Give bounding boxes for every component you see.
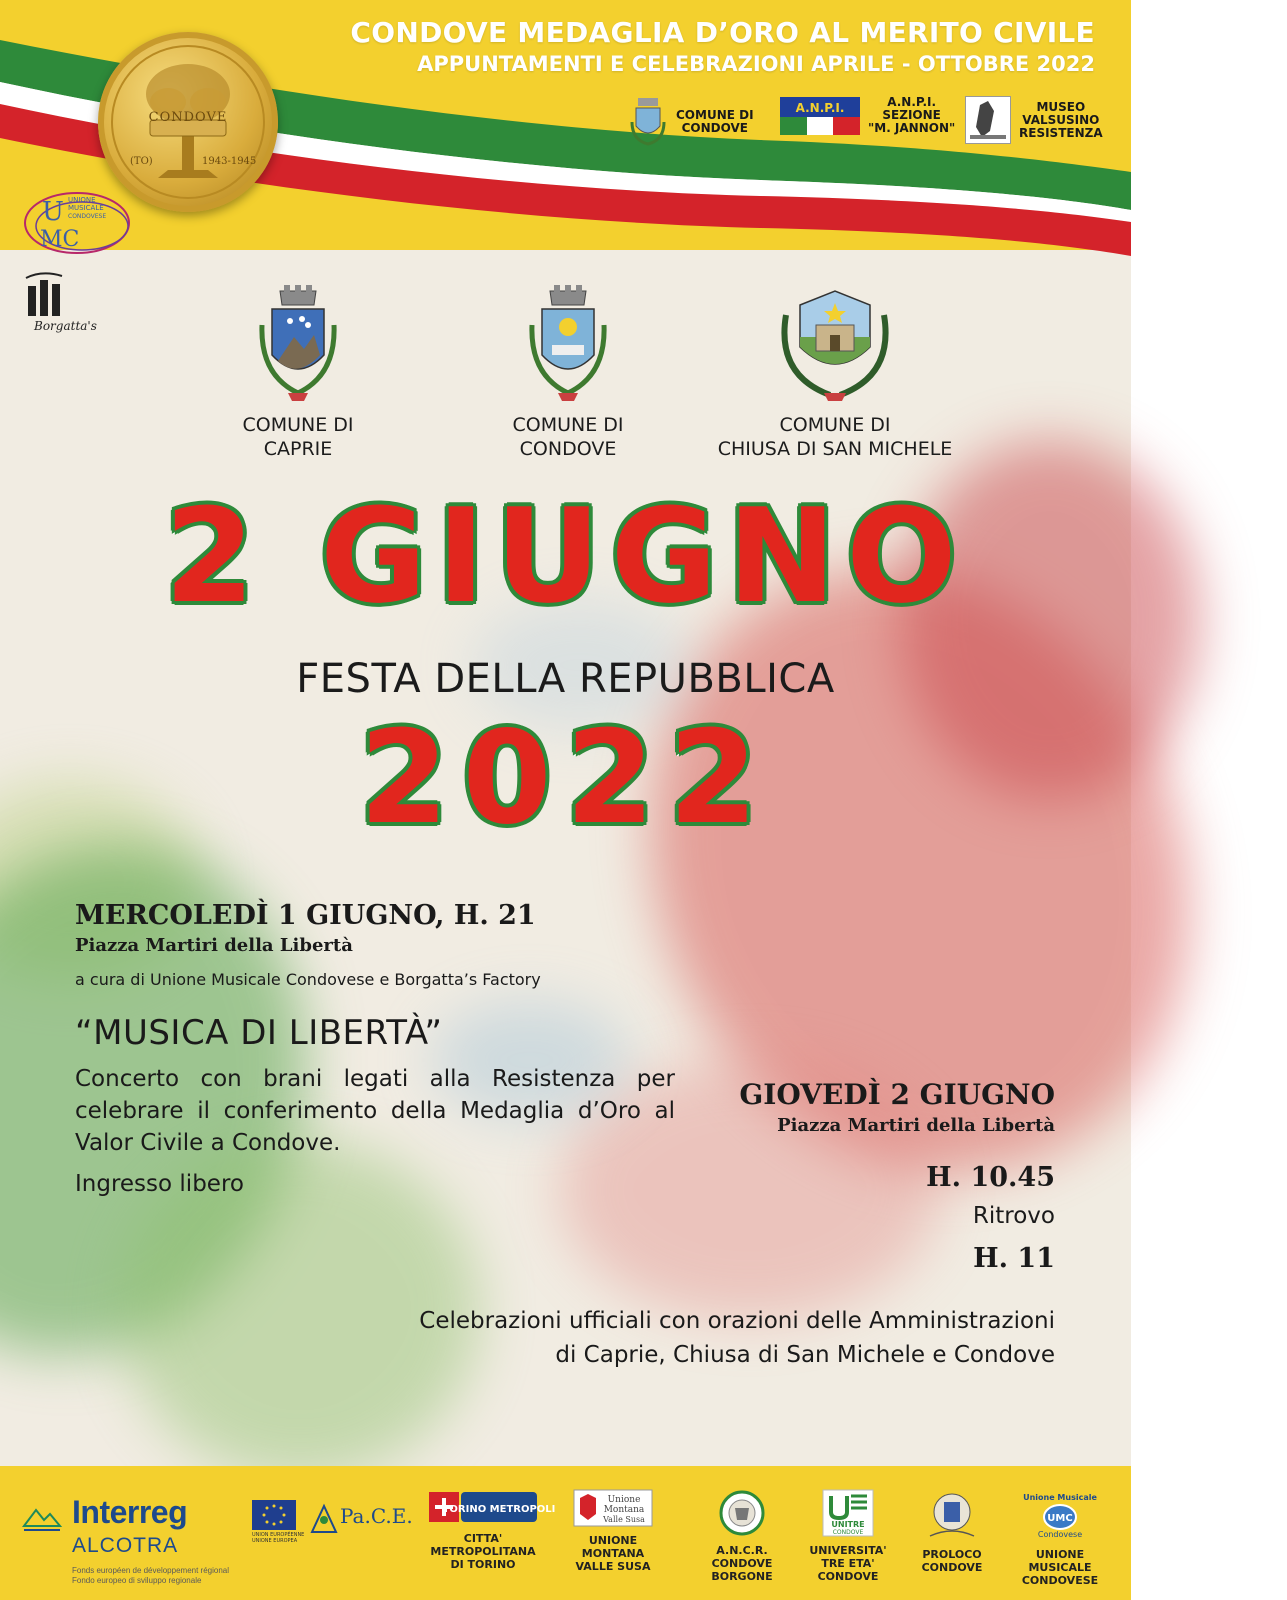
event-description: Concerto con brani legati alla Resistenza per celebrare il conferimento della Medaglia d’Oro al Valor Civile a Condove. — [75, 1066, 675, 1156]
sponsor-unione-musicale: Unione Musicale UMC Condovese UNIONE MUSICALE CONDOVESE — [1004, 1490, 1116, 1587]
svg-text:MC: MC — [40, 227, 80, 252]
medal-small-right: 1943-1945 — [202, 156, 257, 167]
svg-text:CONDOVESE: CONDOVESE — [68, 213, 107, 220]
svg-text:TORINO METROPOLI: TORINO METROPOLI — [442, 1504, 556, 1515]
svg-text:UNIONE: UNIONE — [68, 196, 96, 204]
svg-text:Unione Musicale: Unione Musicale — [1023, 1493, 1097, 1502]
event-entry: Ingresso libero — [75, 1171, 244, 1197]
event-place: Piazza Martiri della Libertà — [75, 935, 353, 956]
museo-logo-icon — [965, 96, 1011, 144]
comune-name: COMUNE DI CHIUSA DI SAN MICHELE — [717, 414, 953, 460]
medal-inscription: CONDOVE — [148, 110, 228, 125]
title-festa-della-repubblica: FESTA DELLA REPUBBLICA — [296, 656, 835, 702]
condove-crest-icon — [518, 285, 618, 405]
sponsor-unione-montana: Unione Montana Valle Susa UNIONE MONTANA VALLE SUSA — [568, 1490, 658, 1573]
svg-text:U: U — [42, 197, 64, 227]
partner-label: COMUNE DI CONDOVE — [676, 108, 754, 135]
svg-text:CONDOVE: CONDOVE — [832, 1529, 864, 1536]
partner-comune-condove — [628, 96, 754, 148]
comune-name: COMUNE DI CAPRIE — [242, 414, 354, 460]
event-time: H. 10.45 — [926, 1162, 1055, 1193]
event-time: H. 11 — [973, 1243, 1055, 1274]
svg-text:UMC: UMC — [1047, 1513, 1073, 1524]
torino-metropoli-icon — [429, 1490, 556, 1524]
event-title: “MUSICA DI LIBERTÀ” — [75, 1013, 443, 1053]
caprie-crest-icon — [248, 285, 348, 405]
sponsor-ancr: A.N.C.R. CONDOVE BORGONE — [690, 1490, 794, 1583]
partner-museo — [965, 96, 1103, 144]
partner-label: A.N.P.I. SEZIONE "M. JANNON" — [868, 95, 956, 135]
gold-medal — [98, 32, 278, 212]
svg-text:Borgatta's: Borgatta's — [34, 319, 97, 333]
pace-label: Pa.C.E. — [340, 1504, 413, 1528]
event-date: MERCOLEDÌ 1 GIUGNO, H. 21 — [75, 900, 536, 931]
unione-montana-icon — [574, 1490, 652, 1526]
medal-small-left: (TO) — [130, 156, 153, 167]
svg-text:A.N.P.I.: A.N.P.I. — [795, 100, 845, 115]
header-title: CONDOVE MEDAGLIA D’ORO AL MERITO CIVILE — [350, 16, 1095, 49]
mountain-icon — [22, 1502, 62, 1532]
eu-caption: UNION EUROPÉENNE UNIONE EUROPEA — [252, 1532, 305, 1544]
svg-text:Condovese: Condovese — [1037, 1530, 1083, 1539]
ancr-seal-icon — [715, 1490, 769, 1536]
header-subtitle: APPUNTAMENTI E CELEBRAZIONI APRILE - OTTOBRE 2022 — [417, 52, 1095, 76]
comune-condove — [438, 285, 698, 461]
proloco-logo-icon — [922, 1490, 982, 1540]
partner-label: MUSEO VALSUSINO RESISTENZA — [1019, 99, 1103, 140]
svg-text:Valle Susa: Valle Susa — [603, 1515, 645, 1524]
partner-anpi — [780, 96, 955, 135]
comune-chiusa-di-san-michele — [705, 285, 965, 461]
chiusa-crest-icon — [760, 285, 910, 405]
sponsor-proloco: PROLOCO CONDOVE — [904, 1490, 1000, 1574]
comune-caprie — [168, 285, 428, 461]
svg-text:MUSICALE: MUSICALE — [68, 204, 104, 212]
event-date: GIOVEDÌ 2 GIUGNO — [739, 1078, 1055, 1111]
umc-badge-icon — [1025, 1490, 1095, 1540]
event-2 — [495, 1078, 1055, 1274]
comune-name: COMUNE DI CONDOVE — [512, 414, 624, 460]
svg-text:Unione: Unione — [607, 1495, 641, 1505]
sponsor-unitre: UNITRE CONDOVE UNIVERSITA' TRE ETA' CONDOVE — [796, 1490, 900, 1583]
event-organizer: a cura di Unione Musicale Condovese e Borgatta’s Factory — [75, 970, 541, 989]
svg-text:Montana: Montana — [603, 1505, 645, 1515]
sponsor-citta-metropolitana: TORINO METROPOLI CITTA' METROPOLITANA DI TORINO — [428, 1490, 538, 1571]
svg-text:UNITRE: UNITRE — [831, 1520, 865, 1529]
borgatta-factory-logo — [22, 270, 97, 336]
event-time-description: Ritrovo — [972, 1203, 1055, 1229]
eu-flag-icon — [252, 1500, 296, 1530]
title-year: 2022 — [359, 704, 772, 853]
condove-crest-icon — [628, 96, 668, 148]
anpi-badge-icon — [780, 97, 860, 135]
umc-logo — [22, 188, 132, 258]
event-celebrations: Celebrazioni ufficiali con orazioni delle Amministrazioni di Caprie, Chiusa di San Michele e Condove — [419, 1308, 1055, 1368]
poster: CONDOVE (TO) 1943-1945 CONDOVE MEDAGLIA D’ORO AL MERITO CIVILE APPUNTAMENTI E CELEBRAZIONI APRILE - OTTOBRE 2022 COMUNE DI CONDOVE A.N.P.I. A.N.P.I. SEZIONE "M. JANNON" MUSEO VALSUSINO RESISTENZA U MC UNIONE MUSICALE CONDOVESE Borgatta's COMUNE DI CAPRIE COMUNE DI CONDOVE COMUNE DI CHIUSA DI SAN MICHELE 2 GIUGNO FESTA DELLA REPUBBLICA 2022 MERCOLEDÌ 1 GIUGNO, H. 21 Piazza Martiri della Libertà a cura di Unione Musicale Condovese e Borgatta’s Factory “MUSICA DI LIBERTÀ” Concerto con brani legati alla Resistenza per celebrare il conferimento della Medaglia d’Oro al Valor Civile a Condove. Ingresso libero GIOVEDÌ 2 GIUGNO Piazza Martiri della Libertà H. 10.45 Ritrovo H. 11 Celebrazioni ufficiali con orazioni delle Amministrazioni di Caprie, Chiusa di San Michele e Condove Interreg ALCOTRA Fonds européen de développement régional Fondo europeo di sviluppo regionale UNION EUROPÉENNE UNIONE EUROPEA Pa.C.E. TORINO METROPOLI CITTA' METROPOLITANA DI TORINO Unione Montana Valle Susa UNIONE MONTANA VALLE SUSA A.N.C.R. CONDOVE BORGONE UNITRE CONDOVE UNIVERSITA' TRE ETA' CONDOVE PROLOCO CONDOVE Unione Musicale UMC Condovese UNIONE MUSICALE CONDOVESE — [0, 0, 1131, 1600]
unitre-logo-icon — [823, 1490, 873, 1536]
event-place: Piazza Martiri della Libertà — [777, 1115, 1055, 1136]
title-date: 2 GIUGNO — [164, 480, 967, 632]
